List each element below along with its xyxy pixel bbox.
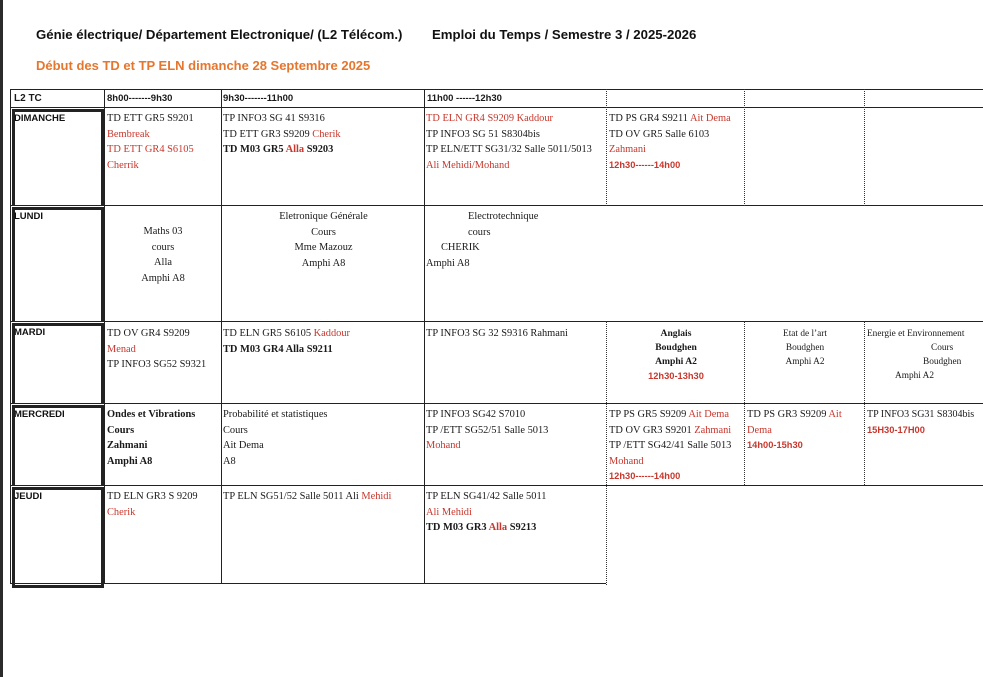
dimanche-slot4 (609, 111, 731, 173)
grid-line (10, 89, 983, 90)
grid-line (221, 89, 222, 584)
session-text: TP ELN SG51/52 Salle 5011 Ali (223, 491, 362, 502)
session-line: TP /ETT SG52/51 Salle 5013 (426, 424, 549, 436)
session-line: TD M03 GR4 Alla S9211 (223, 343, 333, 355)
grid-line (12, 487, 104, 490)
mercredi-slot4 (609, 407, 731, 485)
course-name: Energie et Environnement (867, 329, 965, 339)
session-line (747, 407, 842, 423)
grid-line (10, 205, 983, 206)
room-text: S9213 (507, 522, 537, 533)
session-line: TP INFO3 SG 32 S9316 Rahmani (426, 328, 568, 339)
room-name: Amphi A8 (301, 257, 346, 269)
teacher-name: Ait Dema (690, 113, 731, 124)
mercredi-slot5 (747, 407, 842, 454)
session-line (609, 423, 731, 439)
grid-line (12, 405, 104, 408)
window-left-edge (0, 0, 3, 677)
session-line: TP ELN/ETT SG31/32 Salle 5011/5013 (426, 144, 592, 155)
day-label-mardi: MARDI (14, 327, 46, 338)
teacher-name: Boudghen (923, 357, 962, 367)
session-line (223, 142, 341, 158)
grid-line (101, 487, 104, 587)
grid-line (104, 89, 105, 584)
session-line: TD OV GR4 S9209 (107, 328, 190, 339)
course-type: cours (468, 226, 491, 238)
room-name: Amphi A8 (141, 272, 185, 284)
day-label-jeudi: JEUDI (14, 491, 42, 502)
course-name: Ondes et Vibrations (107, 409, 196, 420)
session-text: TD M03 GR3 (426, 522, 489, 533)
time-range: 15H30-17H00 (867, 424, 925, 435)
session-line: TD ELN GR3 S 9209 (107, 491, 198, 502)
course-type: Cours (311, 226, 336, 238)
session-line (223, 489, 391, 505)
grid-line (10, 403, 983, 404)
session-text: TD PS GR3 S9209 (747, 409, 829, 420)
room-name: Amphi A8 (426, 257, 470, 269)
grid-line (10, 485, 983, 486)
teacher-name: Ait (828, 409, 842, 420)
course-type: cours (151, 241, 175, 253)
grid-line (101, 109, 104, 205)
session-line: TD ETT GR4 S6105 (107, 144, 194, 155)
grid-line (12, 207, 15, 321)
session-line: TP INFO3 SG42 S7010 (426, 409, 526, 420)
session-text: TP PS GR5 S9209 (609, 409, 689, 420)
teacher-name: Mohand (609, 455, 644, 467)
grid-line (10, 89, 11, 584)
grid-line (10, 321, 983, 322)
grid-line (101, 323, 104, 403)
session-text: TD ELN GR5 S6105 (223, 328, 314, 339)
session-text: TD OV GR3 S9201 (609, 424, 695, 436)
column-header-slot1: 8h00-------9h30 (107, 93, 173, 104)
mardi-slot1 (107, 326, 206, 373)
session-line (223, 127, 341, 143)
mercredi-slot6 (867, 407, 974, 438)
session-text: TD ETT GR3 S9209 (223, 128, 313, 140)
teacher-name: Zahmani (107, 440, 148, 451)
dimanche-slot2 (223, 111, 341, 158)
teacher-name: Ait Dema (688, 409, 729, 420)
day-label-mercredi: MERCREDI (14, 409, 65, 420)
grid-line (101, 405, 104, 485)
room-name: Amphi A8 (107, 455, 153, 467)
teacher-name: Menad (107, 343, 136, 355)
teacher-name: Mehidi (361, 491, 392, 502)
session-line: TP INFO3 SG31 S8304bis (867, 409, 975, 420)
grid-line (12, 487, 15, 587)
session-line: TP INFO3 SG 51 S8304bis (426, 128, 540, 140)
teacher-name: Mohand (426, 440, 461, 451)
room-text: S9203 (304, 144, 334, 155)
grid-line (10, 107, 983, 108)
group-header: L2 TC (14, 93, 42, 104)
teacher-name: Cherik (107, 506, 136, 518)
mercredi-slot2 (223, 407, 327, 469)
jeudi-slot2 (223, 489, 391, 505)
mardi-slot5 (745, 327, 865, 369)
dotted-line (606, 89, 607, 206)
start-date-notice: Début des TD et TP ELN dimanche 28 Septembre 2025 (36, 58, 371, 73)
teacher-name: Cherrik (107, 159, 139, 171)
session-line: TD ETT GR5 S9201 (107, 113, 194, 124)
teacher-name: Kaddour (313, 328, 350, 339)
teacher-name: Alla (285, 144, 305, 155)
course-name: Maths 03 (143, 226, 183, 237)
dotted-line (864, 89, 865, 206)
course-type: Cours (931, 343, 954, 353)
session-line: TP ELN SG41/42 Salle 5011 (426, 491, 547, 502)
session-line (223, 326, 350, 342)
schedule-title: Emploi du Temps / Semestre 3 / 2025-2026 (432, 27, 697, 42)
teacher-name: Boudghen (655, 342, 697, 353)
session-line: TP /ETT SG42/41 Salle 5013 (609, 440, 732, 451)
lundi-slot2 (222, 209, 425, 271)
teacher-name: Boudghen (785, 343, 825, 353)
room-name: A8 (223, 455, 236, 467)
grid-line (12, 207, 104, 210)
lundi-slot1 (105, 224, 221, 286)
department-title: Génie électrique/ Département Electronique/ (L2 Télécom.) (36, 27, 403, 42)
grid-line (10, 583, 606, 584)
document-title (36, 27, 402, 42)
teacher-name: Alla (488, 522, 508, 533)
teacher-name: Ait Dema (223, 440, 264, 451)
mercredi-slot3 (426, 407, 548, 454)
course-type: Cours (223, 424, 248, 436)
session-text: TD M03 GR5 (223, 144, 286, 155)
day-label-lundi: LUNDI (14, 211, 44, 222)
time-range: 12h30------14h00 (609, 159, 681, 170)
session-text: TD PS GR4 S9211 (609, 113, 691, 124)
mardi-slot2 (223, 326, 350, 357)
room-name: Amphi A2 (655, 356, 697, 367)
course-name: Eletronique Générale (279, 211, 368, 222)
mercredi-slot1 (107, 407, 195, 469)
time-range: 14h00-15h30 (747, 440, 803, 450)
jeudi-slot3 (426, 489, 546, 536)
course-name: Electrotechnique (468, 211, 539, 222)
grid-line (101, 207, 104, 321)
course-name: Anglais (660, 328, 692, 339)
jeudi-slot1 (107, 489, 198, 520)
teacher-name: Ali Mehidi (426, 506, 472, 518)
column-header-slot3: 11h00 ------12h30 (427, 93, 502, 104)
time-range: 12h30-13h30 (648, 371, 704, 381)
lundi-slot3 (426, 209, 538, 271)
session-line: TD OV GR5 Salle 6103 (609, 128, 710, 140)
grid-line (12, 585, 104, 588)
session-line: TP INFO3 SG 41 S9316 (223, 113, 325, 124)
grid-line (12, 109, 104, 112)
teacher-name: CHERIK (441, 242, 480, 253)
teacher-name: Zahmani (694, 424, 732, 436)
room-name: Amphi A2 (895, 371, 934, 381)
dotted-line (744, 89, 745, 206)
grid-line (12, 323, 104, 326)
teacher-name: Ali Mehidi/Mohand (426, 159, 510, 171)
grid-line (424, 89, 425, 584)
dimanche-slot1 (107, 111, 194, 173)
teacher-name: Zahmani (609, 144, 646, 155)
mardi-slot3 (426, 326, 568, 342)
column-header-slot2: 9h30-------11h00 (223, 93, 294, 104)
dimanche-slot3 (426, 111, 592, 173)
day-label-dimanche: DIMANCHE (14, 113, 66, 124)
session-line (426, 520, 546, 536)
teacher-name: Cherik (312, 128, 341, 140)
teacher-name: Dema (747, 424, 772, 436)
teacher-name: Mme Mazouz (294, 242, 353, 253)
session-line (609, 111, 731, 127)
course-name: Probabilité et statistiques (223, 409, 328, 420)
teacher-name: Alla (154, 257, 172, 268)
mardi-slot6 (867, 327, 964, 383)
teacher-name: Bembreak (107, 128, 150, 140)
mardi-slot4 (607, 327, 745, 383)
course-type: Cours (107, 424, 135, 436)
course-name: Etat de l’art (783, 329, 827, 339)
session-line (609, 407, 731, 423)
room-name: Amphi A2 (785, 357, 825, 367)
session-line: TP INFO3 SG52 S9321 (107, 359, 207, 370)
time-range: 12h30------14h00 (609, 471, 681, 481)
session-line: TD ELN GR4 S9209 Kaddour (426, 113, 553, 124)
